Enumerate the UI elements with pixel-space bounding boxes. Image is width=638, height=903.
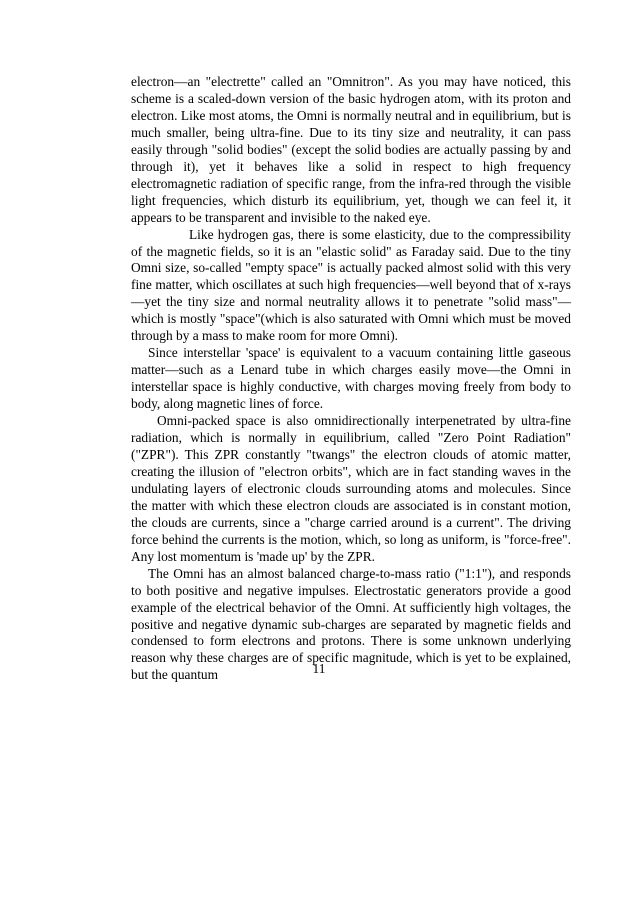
body-text: [131, 74, 571, 684]
paragraph-zero-point-radiation: Omni-packed space is also omnidirectionally interpenetrated by ultra-fine radiation, which is normally in equilibrium, called "Zero Point Radiation" ("ZPR"). This ZPR constantly "twangs" the electron clouds of atomic matter, creating the illusion of "electron orbits", which are in fact standing waves in the undulating layers of electronic clouds surrounding atoms and molecules. Since the matter with which these electron clouds are associated is in constant motion, the clouds are currents, since a "charge carried around is a current". The driving force behind the currents is the motion, which, so long as uniform, is "force-free". Any lost momentum is 'made up' by the ZPR.: [131, 413, 571, 564]
paragraph-interstellar-space: Since interstellar 'space' is equivalent to a vacuum containing little gaseous matter—such as a Lenard tube in which charges easily move—the Omni in interstellar space is highly conductive, with charges moving freely from body to body, along magnetic lines of force.: [131, 345, 571, 412]
paragraph-charge-to-mass: The Omni has an almost balanced charge-to-mass ratio ("1:1"), and responds to both positive and negative impulses. Electrostatic generators provide a good example of the electrical behavior of the Omni. At sufficiently high voltages, the positive and negative dynamic sub-charges are separated by magnetic fields and condensed to form electrons and protons. There is some unknown underlying reason why these charges are of specific magnitude, which is yet to be explained, but the quantum: [131, 565, 571, 683]
page-number: 11: [312, 661, 326, 676]
paragraph-elastic-solid: Like hydrogen gas, there is some elasticity, due to the compressibility of the magnetic fields, so it is an "elastic solid" as Faraday said. Due to the tiny Omni size, so-called "empty space" is actually packed almost solid with this very fine matter, which oscillates at such high frequencies—well beyond that of x-rays—yet the tiny size and normal neutrality allows it to penetrate "solid mass"—which is mostly "space"(which is also saturated with Omni which must be moved through by a mass to make room for more Omni).: [131, 226, 571, 344]
paragraph-omnitron: electron—an "electrette" called an "Omnitron". As you may have noticed, this scheme is a scaled-down version of the basic hydrogen atom, with its proton and electron. Like most atoms, the Omni is normally neutral and in equilibrium, but is much smaller, being ultra-fine. Due to its tiny size and neutrality, it can pass easily through "solid bodies" (except the solid bodies are actually passing by and through it), yet it behaves like a solid in respect to high frequency electromagnetic radiation of specific range, from the infra-red through the visible light frequencies, which disturb its equilibrium, yet, though we can feel it, it appears to be transparent and invisible to the naked eye.: [131, 74, 571, 225]
